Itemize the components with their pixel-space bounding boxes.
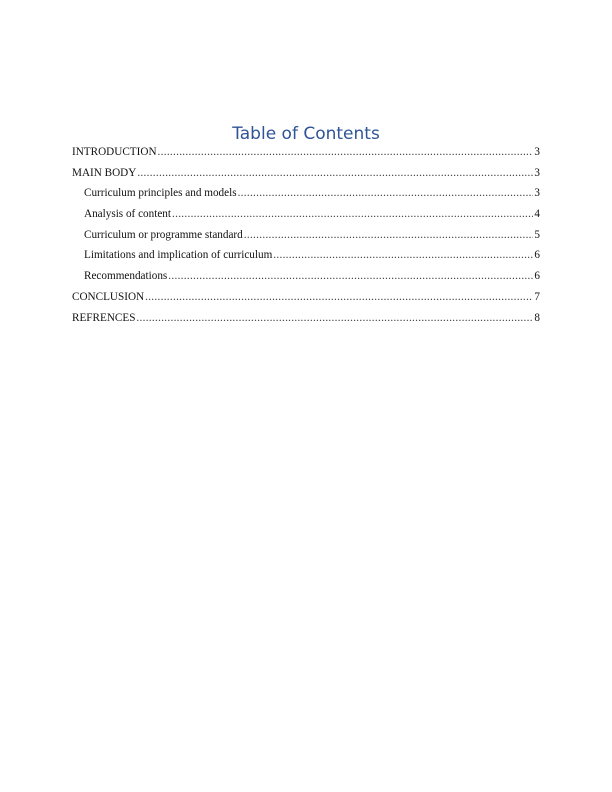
toc-entry-programme-standard[interactable] (72, 227, 540, 248)
toc-entry-label: Curriculum principles and models (84, 187, 237, 200)
toc-entry-introduction[interactable] (72, 144, 540, 165)
dot-leader (273, 247, 533, 263)
toc-entry-label: Recommendations (84, 270, 168, 283)
toc-entry-page: 4 (534, 208, 540, 221)
toc-entry-references[interactable] (72, 310, 540, 331)
toc-entry-label: Curriculum or programme standard (84, 228, 243, 241)
toc-entry-recommendations[interactable] (72, 268, 540, 289)
toc-entry-page: 6 (534, 270, 540, 283)
toc-entry-page: 3 (534, 146, 540, 158)
dot-leader (238, 185, 534, 201)
toc-entry-label: Limitations and implication of curriculum (84, 249, 273, 262)
dot-leader (172, 206, 533, 222)
toc-entry-label: REFRENCES (72, 311, 136, 324)
toc-entry-label: INTRODUCTION (72, 146, 157, 158)
dot-leader (244, 227, 534, 243)
toc-entry-curriculum-principles[interactable] (72, 185, 540, 206)
toc-title: Table of Contents (232, 124, 380, 144)
table-of-contents (72, 144, 540, 330)
toc-entry-page: 7 (534, 290, 540, 303)
toc-entry-page: 6 (534, 249, 540, 262)
toc-entry-page: 5 (534, 228, 540, 241)
dot-leader (136, 310, 533, 326)
toc-entry-label: MAIN BODY (72, 166, 137, 179)
toc-entry-limitations[interactable] (72, 247, 540, 268)
toc-entry-page: 8 (534, 311, 540, 324)
toc-entry-main-body[interactable] (72, 165, 540, 186)
toc-entry-conclusion[interactable] (72, 289, 540, 310)
dot-leader (158, 144, 534, 160)
toc-entry-page: 3 (534, 187, 540, 200)
dot-leader (168, 268, 533, 284)
toc-entry-label: CONCLUSION (72, 290, 145, 303)
toc-entry-page: 3 (534, 166, 540, 179)
dot-leader (145, 289, 533, 305)
toc-entry-analysis-of-content[interactable] (72, 206, 540, 227)
dot-leader (137, 165, 533, 181)
toc-entry-label: Analysis of content (84, 208, 171, 221)
